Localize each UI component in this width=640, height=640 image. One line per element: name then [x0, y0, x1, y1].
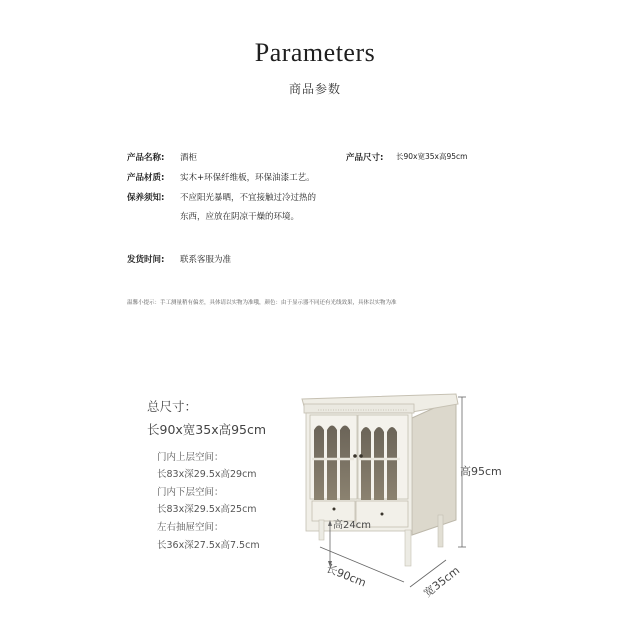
total-size-value: 长90x宽35x高95cm — [147, 422, 267, 437]
lower-space-label: 门内下层空间： — [157, 487, 224, 498]
page-subtitle: 商品参数 — [288, 82, 341, 96]
product-size-value: 长90x宽35x高95cm — [396, 152, 468, 161]
care-line-1: 不应阳光暴晒，不宜接触过冷过热的 — [180, 193, 317, 203]
drawer-space-value: 长36x深27.5x高7.5cm — [157, 540, 260, 551]
ship-time-value: 联系客服为准 — [180, 255, 232, 265]
upper-space-value: 长83x深29.5x高29cm — [157, 469, 257, 480]
total-size-label: 总尺寸： — [147, 399, 198, 414]
care-line-2: 东西，应放在阴凉干燥的环境。 — [180, 212, 300, 222]
ship-time-label: 发货时间: — [127, 255, 165, 265]
upper-space-label: 门内上层空间： — [157, 452, 224, 463]
care-label: 保养须知: — [127, 193, 165, 203]
measurement-note: 温馨小提示：手工测量稍有偏差，具体请以实物为准哦，颜色：由于显示器不同还有光线效果，具体以实物为准 — [127, 300, 397, 306]
product-material-value: 实木+环保纤维板，环保油漆工艺。 — [180, 173, 315, 183]
page-title: Parameters — [254, 38, 376, 67]
figure-length-label: 长90cm — [324, 561, 368, 590]
product-name-label: 产品名称: — [127, 153, 165, 163]
product-name-value: 酒柜 — [180, 153, 198, 163]
drawer-space-label: 左右抽屉空间： — [157, 522, 224, 533]
lower-space-value: 长83x深29.5x高25cm — [157, 504, 257, 515]
figure-height-label: 高95cm — [460, 465, 502, 478]
product-material-label: 产品材质: — [127, 173, 165, 183]
figure-width-label: 宽35cm — [421, 563, 463, 600]
product-size-label: 产品尺寸: — [346, 153, 384, 163]
figure-leg-label: 高24cm — [333, 520, 371, 531]
